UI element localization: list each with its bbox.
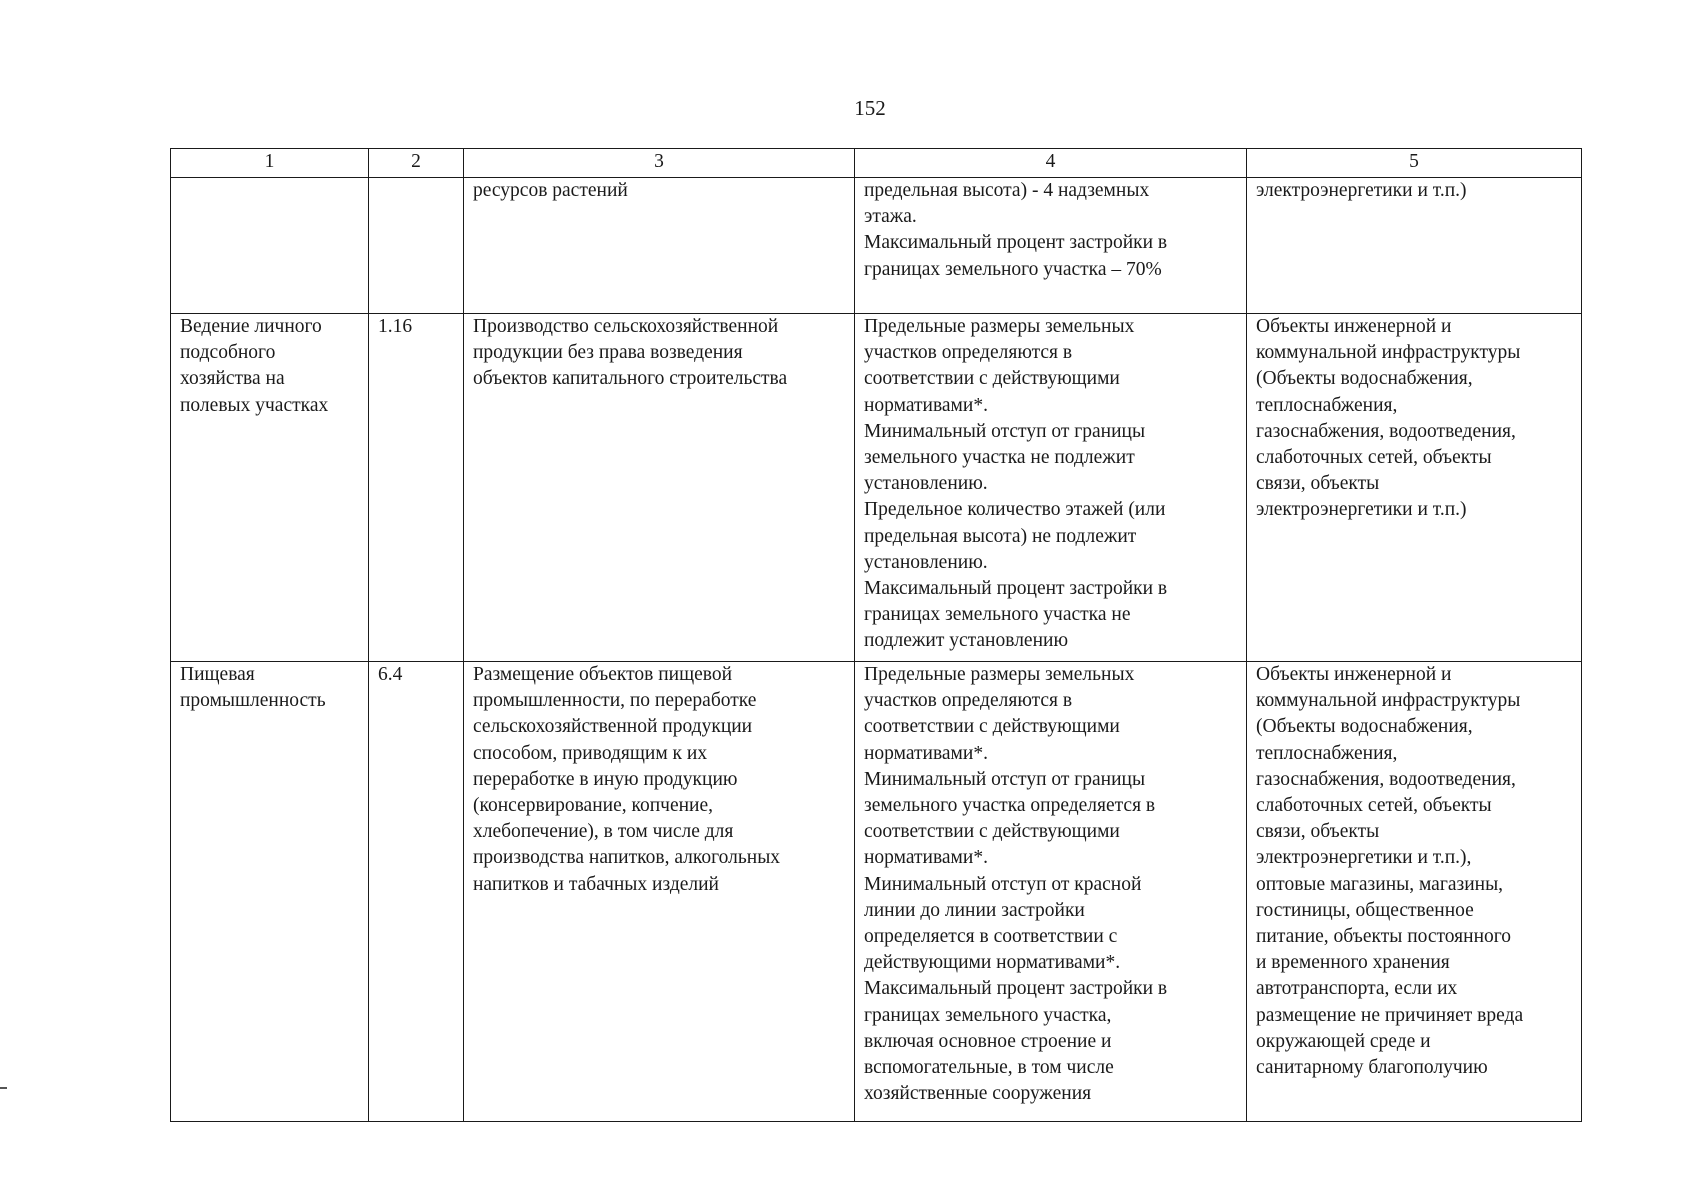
cell-text-line: окружающей среде и [1256,1030,1431,1052]
cell-text-line: Минимальный отступ от границы [864,420,1146,442]
cell-text-line: оптовые магазины, магазины, [1256,873,1504,895]
auxiliary-uses-cell [1247,178,1582,314]
cell-text-line: газоснабжения, водоотведения, [1256,768,1516,790]
cell-text-line: Предельные размеры земельных [864,316,1135,337]
cell-text-line: электроэнергетики и т.п.) [1256,499,1467,521]
code-cell [369,178,464,314]
cell-text-line: нормативами*. [864,847,988,869]
cell-text-line: предельная высота) не подлежит [864,525,1137,547]
cell-text-line: промышленности, по переработке [473,690,757,712]
cell-text-line: Пищевая [180,664,255,685]
table-row [171,178,1582,314]
column-header-1: 1 [171,149,369,178]
cell-text-line: санитарному благополучию [1256,1057,1488,1079]
description-cell [464,178,855,314]
cell-text-line: соответствии с действующими [864,368,1120,390]
cell-text-line: подсобного [180,342,276,364]
cell-text-line: продукции без права возведения [473,342,743,364]
cell-text-line: электроэнергетики и т.п.) [1256,180,1467,201]
cell-text-line: питание, объекты постоянного [1256,926,1512,948]
cell-text-line: хлебопечение), в том числе для [473,821,734,843]
cell-text-line: подлежит установлению [864,630,1069,652]
description-cell [464,662,855,1122]
column-header-4: 4 [855,149,1247,178]
cell-text-line: переработке в иную продукцию [473,768,738,790]
cell-text-line: гостиницы, общественное [1256,899,1474,921]
cell-text-line: Объекты инженерной и [1256,316,1452,337]
cell-text-line: нормативами*. [864,394,988,416]
parameters-cell [855,662,1247,1122]
page-number: 152 [854,96,886,120]
cell-text-line: определяется в соответствии с [864,926,1118,948]
cell-text-line: нормативами*. [864,742,988,764]
cell-text-line: автотранспорта, если их [1256,978,1458,1000]
cell-text-line: производства напитков, алкогольных [473,847,781,869]
table-row [171,662,1582,1122]
type-cell [171,662,369,1122]
cell-text-line: связи, объекты [1256,473,1380,495]
cell-text-line: границах земельного участка не [864,604,1131,626]
column-header-3: 3 [464,149,855,178]
cell-text-line: действующими нормативами*. [864,952,1121,974]
cell-text-line: 1.16 [378,316,413,337]
cell-text-line: Максимальный процент застройки в [864,578,1168,600]
margin-mark [0,1087,7,1089]
cell-text-line: предельная высота) - 4 надземных [864,180,1150,201]
cell-text-line: теплоснабжения, [1256,394,1398,416]
table-row [171,314,1582,662]
auxiliary-uses-cell [1247,662,1582,1122]
cell-text-line: Размещение объектов пищевой [473,664,733,685]
code-cell [369,314,464,662]
zoning-regulations-table [170,148,1582,1122]
table-body [171,178,1582,1122]
cell-text-line: включая основное строение и [864,1030,1112,1052]
cell-text-line: этажа. [864,206,917,228]
cell-text-line: установлению. [864,551,988,573]
cell-text-line: линии до линии застройки [864,899,1085,921]
code-cell [369,662,464,1122]
cell-text-line: хозяйства на [180,368,285,390]
cell-text-line: соответствии с действующими [864,716,1120,738]
column-header-2: 2 [369,149,464,178]
cell-text-line: объектов капитального строительства [473,368,788,390]
cell-text-line: слаботочных сетей, объекты [1256,795,1492,817]
cell-text-line: Минимальный отступ от красной [864,873,1142,895]
cell-text-line: установлению. [864,473,988,495]
cell-text-line: участков определяются в [864,342,1073,364]
cell-text-line: размещение не причиняет вреда [1256,1004,1524,1026]
cell-text-line: хозяйственные сооружения [864,1083,1092,1105]
table-header-row [171,149,1582,178]
cell-text-line: способом, приводящим к их [473,742,708,764]
type-cell [171,178,369,314]
cell-text-line: Объекты инженерной и [1256,664,1452,685]
cell-text-line: Предельные размеры земельных [864,664,1135,685]
cell-text-line: вспомогательные, в том числе [864,1057,1114,1079]
cell-text-line: Производство сельскохозяйственной [473,316,779,337]
cell-text-line: коммунальной инфраструктуры [1256,342,1521,364]
parameters-cell [855,178,1247,314]
cell-text-line: (консервирование, копчение, [473,795,714,817]
cell-text-line: участков определяются в [864,690,1073,712]
description-cell [464,314,855,662]
cell-text-line: границах земельного участка, [864,1004,1112,1026]
cell-text-line: (Объекты водоснабжения, [1256,368,1473,390]
parameters-cell [855,314,1247,662]
cell-text-line: газоснабжения, водоотведения, [1256,420,1516,442]
cell-text-line: и временного хранения [1256,952,1450,974]
cell-text-line: Максимальный процент застройки в [864,232,1168,254]
cell-text-line: земельного участка не подлежит [864,447,1135,469]
cell-text-line: 6.4 [378,664,403,685]
cell-text-line: Минимальный отступ от границы [864,768,1146,790]
cell-text-line: Предельное количество этажей (или [864,499,1166,521]
cell-text-line: промышленность [180,690,326,712]
column-header-5: 5 [1247,149,1582,178]
type-cell [171,314,369,662]
cell-text-line: теплоснабжения, [1256,742,1398,764]
cell-text-line: Максимальный процент застройки в [864,978,1168,1000]
cell-text-line: электроэнергетики и т.п.), [1256,847,1472,869]
cell-text-line: коммунальной инфраструктуры [1256,690,1521,712]
cell-text-line: связи, объекты [1256,821,1380,843]
cell-text-line: соответствии с действующими [864,821,1120,843]
cell-text-line: Ведение личного [180,316,322,337]
cell-text-line: (Объекты водоснабжения, [1256,716,1473,738]
cell-text-line: полевых участках [180,394,329,416]
cell-text-line: ресурсов растений [473,180,628,201]
auxiliary-uses-cell [1247,314,1582,662]
cell-text-line: границах земельного участка – 70% [864,258,1162,280]
cell-text-line: слаботочных сетей, объекты [1256,447,1492,469]
cell-text-line: земельного участка определяется в [864,795,1156,817]
cell-text-line: сельскохозяйственной продукции [473,716,753,738]
cell-text-line: напитков и табачных изделий [473,873,719,895]
